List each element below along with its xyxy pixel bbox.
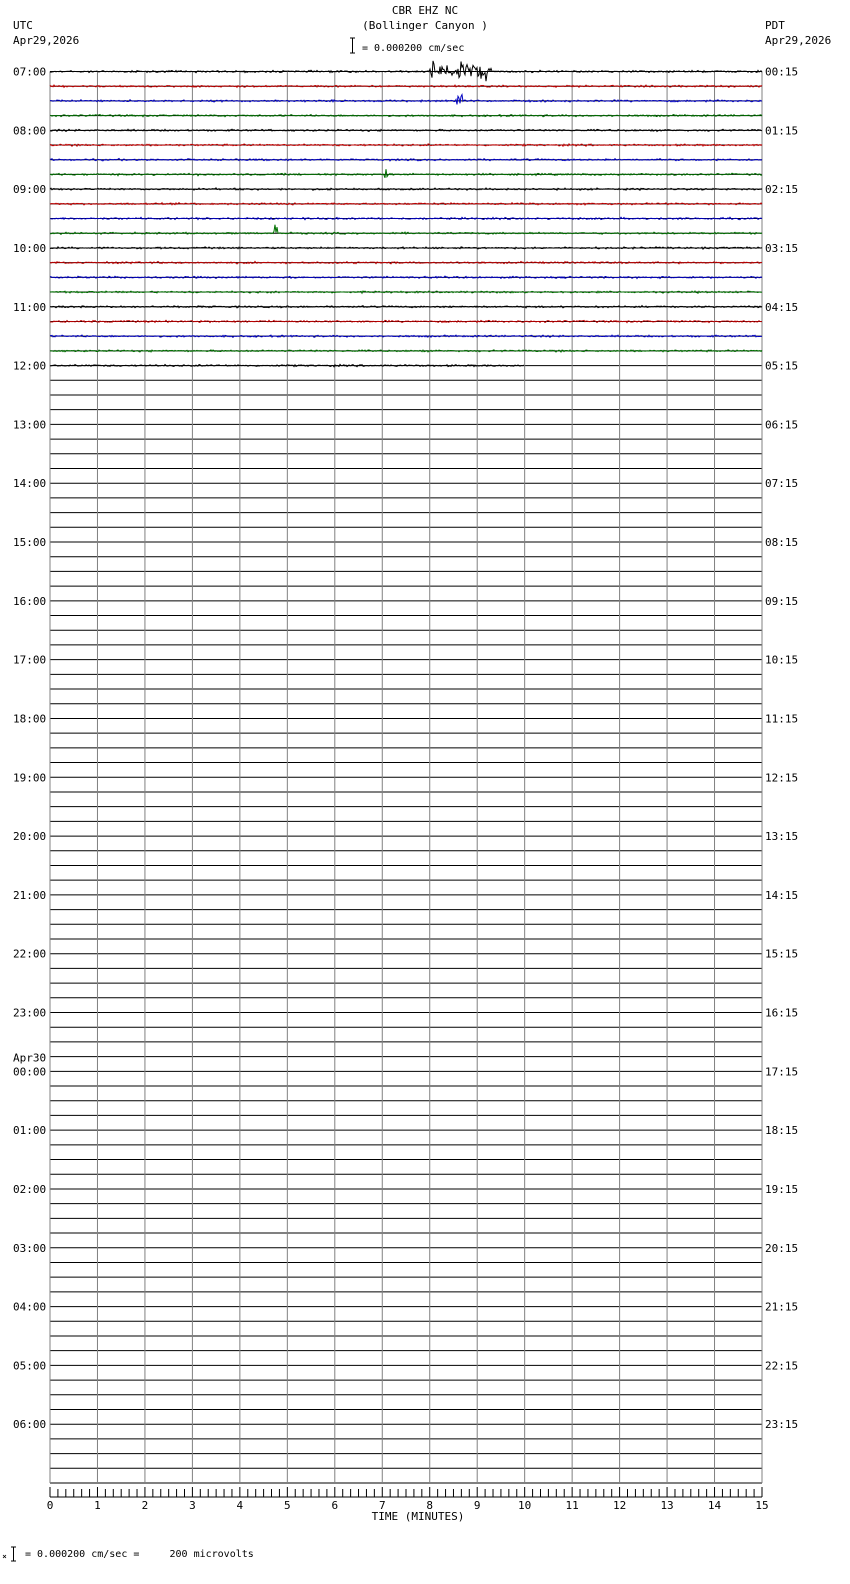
- utc-hour-label: 01:00: [13, 1124, 47, 1138]
- pdt-hour-label: 15:15: [765, 947, 799, 961]
- seismic-trace: [50, 276, 762, 278]
- utc-hour-label: 18:00: [13, 712, 47, 726]
- x-tick-label: 1: [94, 1499, 101, 1512]
- pdt-hour-label: 12:15: [765, 771, 799, 785]
- pdt-hour-label: 23:15: [765, 1418, 799, 1432]
- x-tick-label: 9: [473, 1499, 481, 1512]
- utc-hour-label: 06:00: [13, 1418, 47, 1432]
- seismic-trace: [50, 169, 762, 178]
- pdt-hour-label: 11:15: [765, 712, 799, 726]
- utc-hour-label: 09:00: [13, 183, 47, 197]
- x-tick-label: 6: [331, 1499, 339, 1512]
- pdt-hour-label: 10:15: [765, 653, 799, 667]
- utc-hour-label: 11:00: [13, 300, 47, 314]
- pdt-hour-label: 16:15: [765, 1006, 799, 1020]
- utc-hour-label: 20:00: [13, 830, 47, 844]
- station-location: (Bollinger Canyon ): [362, 19, 488, 32]
- utc-hour-label: 00:00: [13, 1065, 47, 1079]
- x-tick-label: 0: [46, 1499, 54, 1512]
- right-timezone-label: PDT: [765, 19, 785, 32]
- utc-hour-label: 08:00: [13, 124, 47, 138]
- seismic-trace: [50, 158, 762, 160]
- seismic-trace: [50, 320, 762, 322]
- pdt-hour-label: 05:15: [765, 359, 799, 373]
- left-timezone-label: UTC: [13, 19, 33, 32]
- pdt-hour-label: 08:15: [765, 536, 799, 549]
- utc-hour-label: 22:00: [13, 947, 47, 961]
- seismic-trace: [50, 144, 762, 146]
- utc-hour-label: 16:00: [13, 594, 47, 608]
- x-tick-label: 12: [612, 1499, 627, 1512]
- seismic-trace: [50, 350, 762, 352]
- pdt-hour-label: 00:15: [765, 65, 799, 79]
- utc-hour-label: 13:00: [13, 418, 47, 432]
- utc-hour-label: 23:00: [13, 1006, 47, 1020]
- pdt-hour-label: 22:15: [765, 1359, 799, 1373]
- pdt-hour-label: 21:15: [765, 1300, 799, 1314]
- pdt-hour-label: 14:15: [765, 888, 799, 902]
- pdt-hour-label: 01:15: [765, 124, 799, 138]
- seismic-trace: [50, 335, 762, 337]
- seismic-trace: [50, 306, 762, 308]
- date-change-label: Apr30: [13, 1051, 47, 1065]
- pdt-hour-label: 03:15: [765, 241, 799, 255]
- utc-hour-label: 15:00: [13, 536, 47, 549]
- utc-hour-label: 17:00: [13, 653, 47, 667]
- utc-hour-label: 07:00: [13, 65, 47, 79]
- left-date-label: Apr29,2026: [13, 34, 80, 47]
- pdt-hour-label: 20:15: [765, 1241, 799, 1255]
- utc-hour-label: 12:00: [13, 359, 47, 373]
- x-tick-label: 11: [565, 1499, 579, 1512]
- seismic-trace: [50, 188, 762, 190]
- pdt-hour-label: 17:15: [765, 1065, 799, 1079]
- x-tick-label: 14: [707, 1499, 722, 1512]
- scale-bar-icon: [3, 38, 355, 1561]
- pdt-hour-label: 09:15: [765, 594, 799, 608]
- seismic-trace: [50, 203, 762, 205]
- pdt-hour-label: 02:15: [765, 183, 799, 197]
- utc-hour-label: 10:00: [13, 241, 47, 255]
- pdt-hour-label: 07:15: [765, 477, 799, 491]
- x-tick-label: 3: [189, 1499, 196, 1512]
- x-tick-label: 5: [284, 1499, 291, 1512]
- footer-scale-note: = 0.000200 cm/sec = 200 microvolts: [25, 1549, 254, 1560]
- scale-label: = 0.000200 cm/sec: [362, 43, 465, 54]
- pdt-hour-label: 19:15: [765, 1182, 799, 1196]
- pdt-hour-label: 18:15: [765, 1124, 799, 1138]
- x-tick-label: 15: [755, 1499, 769, 1512]
- x-tick-label: 4: [236, 1499, 244, 1512]
- pdt-hour-label: 06:15: [765, 418, 799, 432]
- seismic-trace: [50, 217, 762, 219]
- x-tick-label: 7: [378, 1499, 386, 1512]
- seismic-trace: [50, 261, 762, 264]
- utc-hour-label: 04:00: [13, 1300, 47, 1314]
- utc-hour-label: 14:00: [13, 477, 47, 491]
- x-tick-label: 10: [518, 1499, 532, 1512]
- x-axis-label: TIME (MINUTES): [371, 1510, 465, 1523]
- station-title: CBR EHZ NC: [391, 4, 459, 17]
- x-tick-label: 13: [660, 1499, 674, 1512]
- utc-hour-label: 02:00: [13, 1182, 47, 1196]
- seismic-trace: [50, 95, 762, 105]
- x-tick-label: 2: [141, 1499, 149, 1512]
- pdt-hour-label: 13:15: [765, 830, 799, 844]
- utc-hour-label: 05:00: [13, 1359, 47, 1373]
- utc-hour-label: 21:00: [13, 888, 47, 902]
- x-tick-label: 8: [426, 1499, 434, 1512]
- seismic-trace: [50, 129, 762, 131]
- utc-hour-label: 19:00: [13, 771, 47, 785]
- utc-hour-label: 03:00: [13, 1241, 47, 1255]
- pdt-hour-label: 04:15: [765, 300, 799, 314]
- right-date-label: Apr29,2026: [765, 34, 832, 47]
